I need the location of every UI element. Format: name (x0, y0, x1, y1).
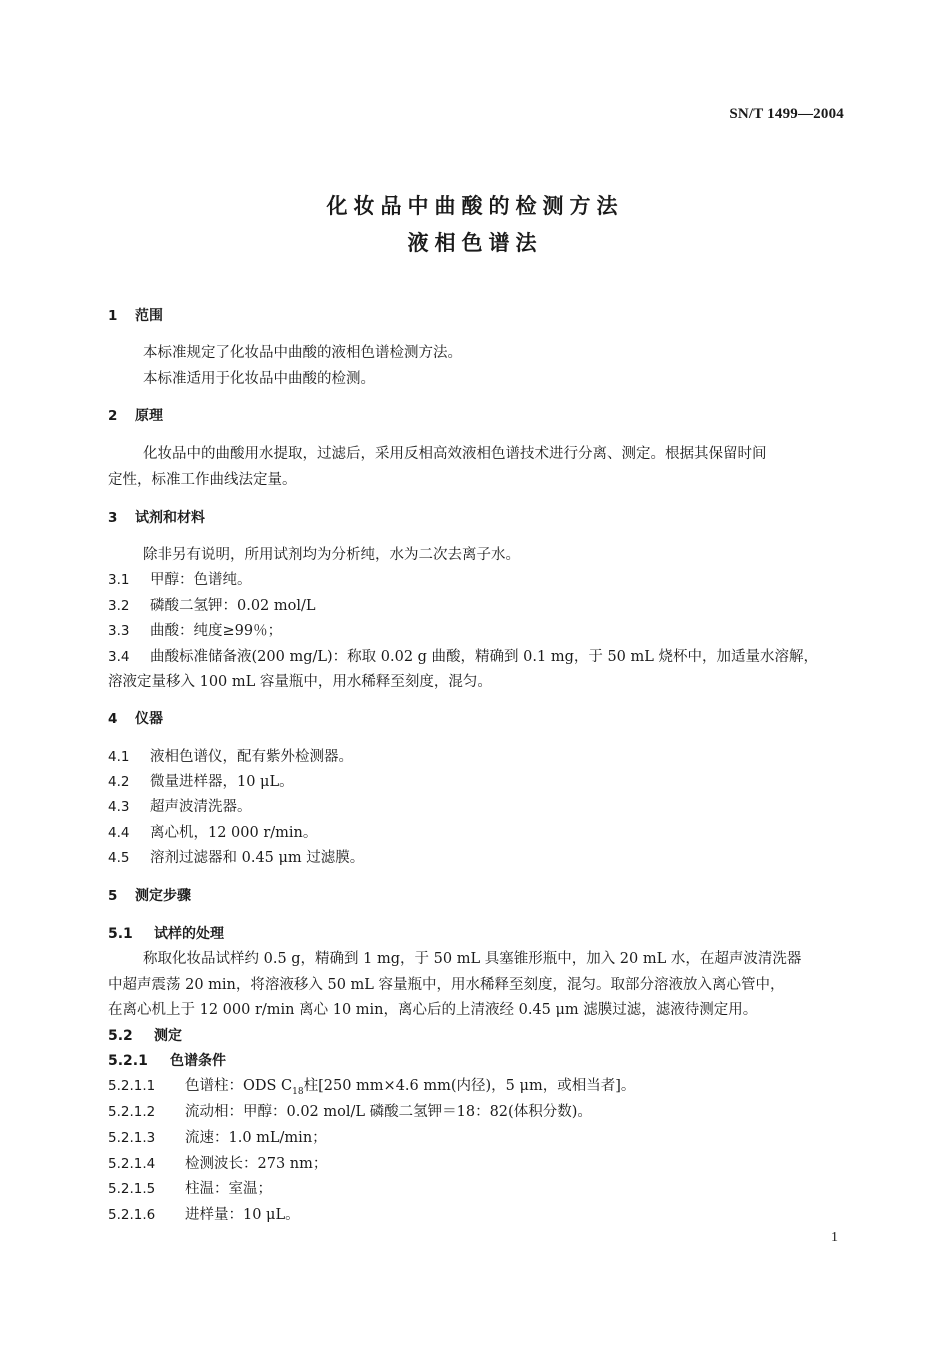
standard-code: SN/T 1499—2004 (729, 106, 844, 122)
paragraph: 本标准规定了化妆品中曲酸的液相色谱检测方法。 (143, 345, 462, 361)
list-item: 5.2.1.5 柱温：室温； (108, 1181, 272, 1197)
paragraph: 称取化妆品试样约 0.5 g，精确到 1 mg，于 50 mL 具塞锥形瓶中，加入 20 mL 水，在超声波清洗器 (143, 951, 802, 967)
list-item-continuation: 溶液定量移入 100 mL 容量瓶中，用水稀释至刻度，混匀。 (108, 674, 492, 690)
list-item: 3.4 曲酸标准储备液(200 mg/L)：称取 0.02 g 曲酸，精确到 0.1 mg，于 50 mL 烧杯中，加适量水溶解， (108, 649, 819, 665)
list-item: 3.1 甲醇：色谱纯。 (108, 572, 252, 588)
section-4-heading: 4 仪器 (108, 711, 163, 727)
section-2-heading: 2 原理 (108, 408, 163, 424)
section-3-heading: 3 试剂和材料 (108, 510, 205, 526)
list-item: 4.4 离心机，12 000 r/min。 (108, 825, 318, 841)
subsection-5-2-heading: 5.2 测定 (108, 1028, 182, 1044)
list-item: 3.2 磷酸二氢钾：0.02 mol/L (108, 598, 316, 614)
list-item: 4.3 超声波清洗器。 (108, 799, 252, 815)
list-item: 5.2.1.6 进样量：10 μL。 (108, 1207, 300, 1223)
subsection-5-1-heading: 5.1 试样的处理 (108, 926, 224, 942)
paragraph: 化妆品中的曲酸用水提取，过滤后，采用反相高效液相色谱技术进行分离、测定。根据其保留时间 (143, 446, 767, 462)
list-item: 4.1 液相色谱仪，配有紫外检测器。 (108, 749, 353, 765)
list-item: 3.3 曲酸：纯度≥99％； (108, 623, 283, 639)
document-subtitle: 液相色谱法 (407, 231, 543, 255)
subsection-5-2-1-heading: 5.2.1 色谱条件 (108, 1053, 226, 1069)
section-5-heading: 5 测定步骤 (108, 888, 191, 904)
document-title: 化妆品中曲酸的检测方法 (326, 194, 624, 218)
list-item: 5.2.1.2 流动相：甲醇：0.02 mol/L 磷酸二氢钾＝18：82(体积分数)。 (108, 1104, 592, 1120)
paragraph-continuation: 中超声震荡 20 min，将溶液移入 50 mL 容量瓶中，用水稀释至刻度，混匀。取部分溶液放入离心管中， (108, 977, 785, 993)
list-item: 5.2.1.3 流速：1.0 mL/min； (108, 1130, 327, 1146)
page-number: 1 (831, 1230, 838, 1245)
paragraph: 除非另有说明，所用试剂均为分析纯，水为二次去离子水。 (143, 547, 520, 563)
list-item: 5.2.1.4 检测波长：273 nm； (108, 1156, 328, 1172)
list-item: 4.2 微量进样器，10 μL。 (108, 774, 294, 790)
list-item: 4.5 溶剂过滤器和 0.45 μm 过滤膜。 (108, 850, 365, 866)
paragraph-continuation: 在离心机上于 12 000 r/min 离心 10 min，离心后的上清液经 0.45 μm 滤膜过滤，滤液待测定用。 (108, 1002, 758, 1018)
list-item: 5.2.1.1 色谱柱：ODS $C_{18}$柱[250 mm×4.6 mm(内径)，5 μm，或相当者]。 (108, 1078, 636, 1097)
section-1-heading: 1 范围 (108, 308, 163, 324)
paragraph: 本标准适用于化妆品中曲酸的检测。 (143, 371, 375, 387)
paragraph-continuation: 定性，标准工作曲线法定量。 (108, 472, 297, 488)
